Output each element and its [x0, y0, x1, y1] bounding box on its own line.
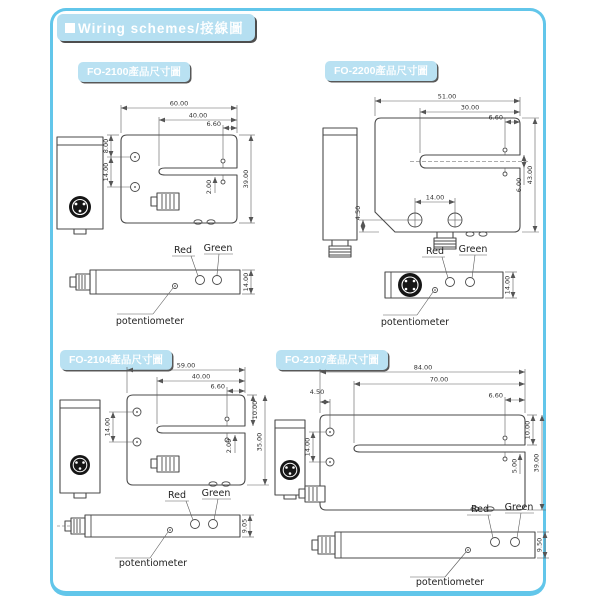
potentiometer-label: potentiometer — [115, 316, 185, 327]
red-label: Red — [173, 245, 193, 256]
side-view — [57, 137, 103, 234]
front-view — [375, 118, 530, 249]
dim-width: 60.00 — [169, 99, 189, 108]
dim-pitch: 14.00 — [103, 417, 112, 437]
side-view — [275, 420, 305, 499]
side-view — [323, 128, 357, 257]
dim-height: 39.00 — [242, 169, 250, 189]
panel-label-fo2104: FO-2104產品尺寸圖 — [60, 350, 172, 370]
green-label: Green — [203, 243, 233, 254]
red-label: Red — [425, 246, 445, 257]
dim-pitch: 14.00 — [102, 162, 110, 182]
fo2200-drawing — [315, 88, 550, 343]
dim-arm: 10.00 — [251, 400, 259, 420]
dim-width: 59.00 — [176, 361, 196, 370]
bottom-view — [312, 502, 549, 588]
panel-label-fo2100: FO-2100產品尺寸圖 — [78, 62, 190, 82]
red-label: Red — [167, 490, 187, 501]
potentiometer-label: potentiometer — [118, 558, 188, 569]
dim-offset: 4.50 — [309, 388, 325, 396]
dim-pitch: 14.00 — [425, 193, 445, 202]
dim-slot: 40.00 — [191, 372, 211, 381]
section-header — [57, 14, 255, 41]
bottom-view — [381, 244, 517, 328]
dim-slot: 40.00 — [188, 111, 208, 120]
dim-slot: 70.00 — [429, 375, 449, 384]
red-label: Red — [470, 504, 490, 515]
dim-slot: 30.00 — [460, 103, 480, 112]
dim-thickness: 9.05 — [240, 518, 249, 534]
panel-label-fo2200: FO-2200產品尺寸圖 — [325, 61, 437, 81]
green-label: Green — [504, 502, 534, 513]
dim-height: 43.00 — [526, 165, 534, 185]
bottom-view — [70, 243, 255, 327]
green-label: Green — [458, 244, 488, 255]
dim-pitch: 14.00 — [303, 437, 312, 457]
section-title: Wiring schemes/接線圖 — [78, 21, 244, 36]
potentiometer-label: potentiometer — [415, 577, 485, 588]
dim-arm: 10.00 — [523, 420, 532, 440]
dim-slot-h: 2.00 — [205, 179, 213, 195]
fo2107-drawing — [265, 358, 560, 600]
panel-label-fo2107: FO-2107產品尺寸圖 — [276, 350, 388, 370]
dim-top: 8.00 — [102, 138, 110, 154]
dim-height: 39.00 — [532, 453, 541, 473]
dim-width: 51.00 — [437, 92, 457, 101]
dim-thickness: 14.00 — [242, 272, 250, 292]
dim-thickness: 9.50 — [535, 537, 544, 553]
dim-gap: 6.60 — [488, 391, 503, 400]
dim-height: 35.00 — [255, 432, 264, 452]
fo2104-drawing — [55, 358, 280, 598]
dim-slot-h: 6.00 — [515, 177, 523, 193]
side-view — [60, 400, 100, 498]
fo2100-drawing — [55, 95, 270, 345]
dim-gap: 6.60 — [488, 113, 503, 122]
bottom-view — [57, 488, 254, 569]
front-view — [299, 415, 525, 511]
square-bullet-icon — [65, 23, 75, 33]
dim-slot-h: 2.00 — [225, 438, 233, 454]
green-label: Green — [201, 488, 231, 499]
dim-gap: 6.60 — [206, 120, 221, 128]
front-view — [121, 135, 237, 224]
dim-gap: 6.60 — [210, 382, 225, 391]
dim-slot-h: 5.00 — [510, 458, 519, 474]
dim-bottom: 4.50 — [354, 205, 362, 221]
dim-thickness: 14.00 — [503, 275, 512, 295]
potentiometer-label: potentiometer — [380, 317, 450, 328]
dim-width: 84.00 — [413, 363, 433, 372]
